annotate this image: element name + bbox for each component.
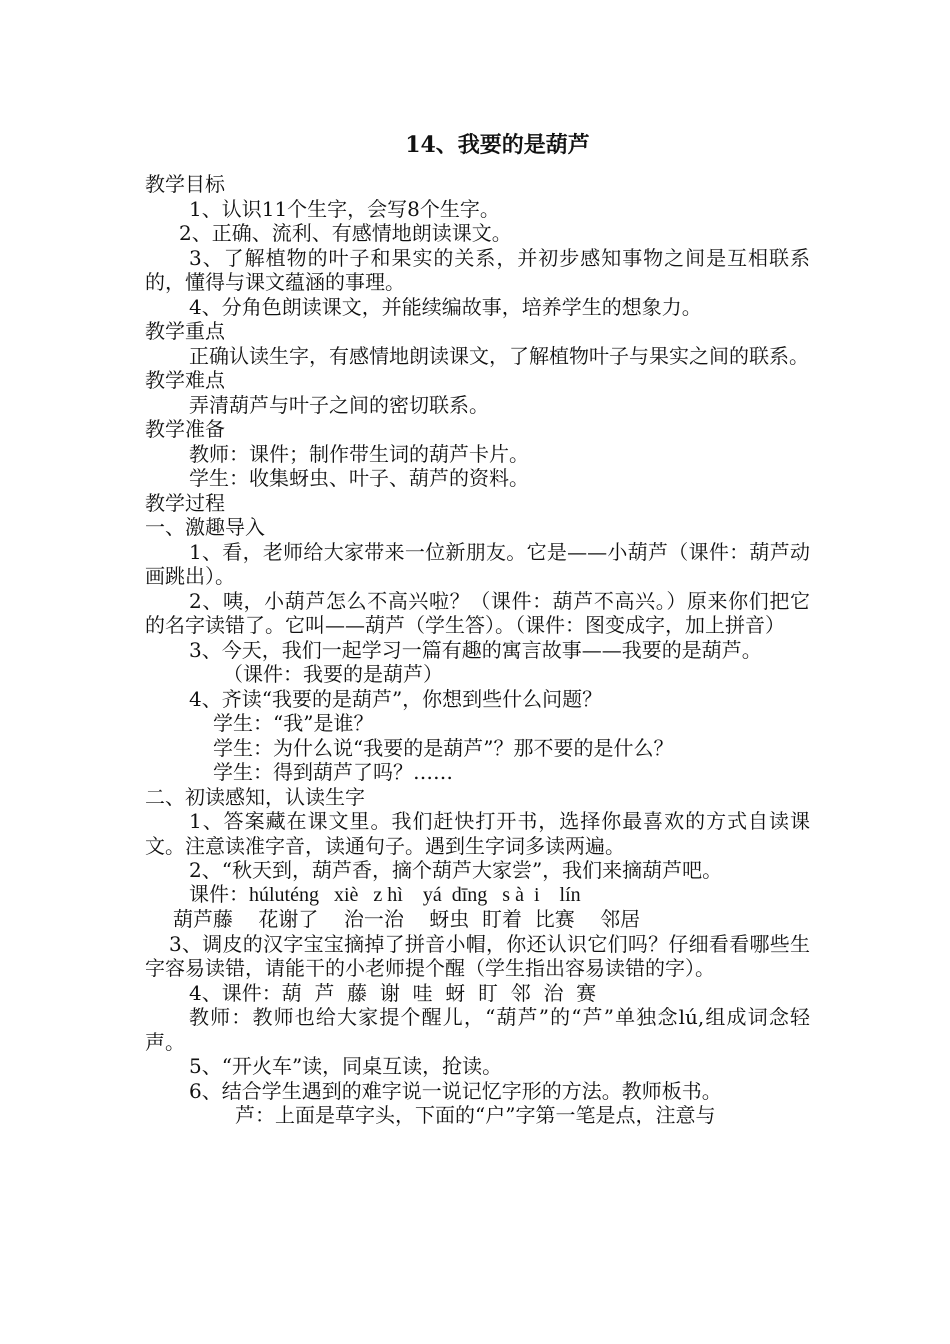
part2-heading: 二、初读感知，认读生字 (145, 784, 365, 809)
goal-item: 4、分角色朗读课文，并能续编故事，培养学生的想象力。 (189, 294, 702, 319)
difficulty-text: 弄清葫芦与叶子之间的密切联系。 (189, 392, 489, 417)
part2-item: 6、结合学生遇到的难字说一说记忆字形的方法。教师板书。 (189, 1078, 722, 1103)
goal-item: 2、正确、流利、有感情地朗读课文。 (179, 221, 512, 245)
prep-teacher: 教师：课件；制作带生词的葫芦卡片。 (189, 441, 529, 466)
part1-item: 学生：得到葫芦了吗？…… (213, 760, 453, 784)
section-heading-goals: 教学目标 (145, 172, 225, 196)
pinyin-line: 课件：húluténg xiè z hì yá dīng s à i lín (189, 883, 581, 906)
section-heading-prep: 教学准备 (145, 417, 225, 441)
focus-text: 正确认读生字，有感情地朗读课文，了解植物叶子与果实之间的联系。 (189, 343, 809, 368)
part1-item: 学生：“我”是谁？ (213, 711, 374, 735)
part2-item: 5、“开火车”读，同桌互读，抢读。 (189, 1054, 503, 1078)
document-title: 14、我要的是葫芦 (405, 132, 590, 158)
goal-item: 3、了解植物的叶子和果实的关系，并初步感知事物之间是互相联系的，懂得与课文蕴涵的事理。 (145, 245, 810, 294)
part1-heading: 一、激趣导入 (145, 515, 265, 539)
part2-item: 4、课件：葫 芦 藤 谢 哇 蚜 盯 邻 治 赛 (189, 980, 597, 1005)
part1-item: 学生：为什么说“我要的是葫芦”？那不要的是什么？ (213, 735, 674, 760)
part2-item: 3、调皮的汉字宝宝摘掉了拼音小帽，你还认识它们吗？仔细看看哪些生字容易读错，请能干的小老师提个醒（学生指出容易读错的字）。 (145, 931, 810, 980)
part1-item: 2、咦，小葫芦怎么不高兴啦？（课件：葫芦不高兴。）原来你们把它的名字读错了。它叫——葫芦（学生答）。（课件：图变成字，加上拼音） (145, 588, 810, 637)
section-heading-focus: 教学重点 (145, 319, 225, 343)
goal-item: 1、认识11个生字，会写8个生字。 (189, 196, 500, 221)
part2-item: 2、“秋天到，葫芦香，摘个葫芦大家尝”，我们来摘葫芦吧。 (189, 858, 723, 882)
section-heading-process: 教学过程 (145, 490, 225, 515)
section-heading-difficulty: 教学难点 (145, 368, 225, 392)
part1-item: 4、齐读“我要的是葫芦”，你想到些什么问题？ (189, 686, 603, 711)
part2-item: 教师：教师也给大家提个醒儿，“葫芦”的“芦”单独念lú,组成词念轻声。 (145, 1005, 810, 1054)
part2-item: 1、答案藏在课文里。我们赶快打开书，选择你最喜欢的方式自读课文。注意读准字音，读通句子。遇到生字词多读两遍。 (145, 809, 810, 858)
part1-item: 1、看，老师给大家带来一位新朋友。它是——小葫芦（课件：葫芦动画跳出）。 (145, 539, 810, 588)
part1-item: 3、今天，我们一起学习一篇有趣的寓言故事——我要的是葫芦。 (189, 637, 762, 662)
prep-student: 学生：收集蚜虫、叶子、葫芦的资料。 (189, 466, 529, 490)
part2-item: 芦：上面是草字头，下面的“户”字第一笔是点，注意与 (235, 1103, 716, 1127)
vocab-line: 葫芦藤 花谢了 治一治 蚜虫 盯着 比赛 邻居 (173, 907, 641, 931)
part1-item: （课件：我要的是葫芦） (223, 662, 443, 686)
document-page (145, 130, 810, 1128)
